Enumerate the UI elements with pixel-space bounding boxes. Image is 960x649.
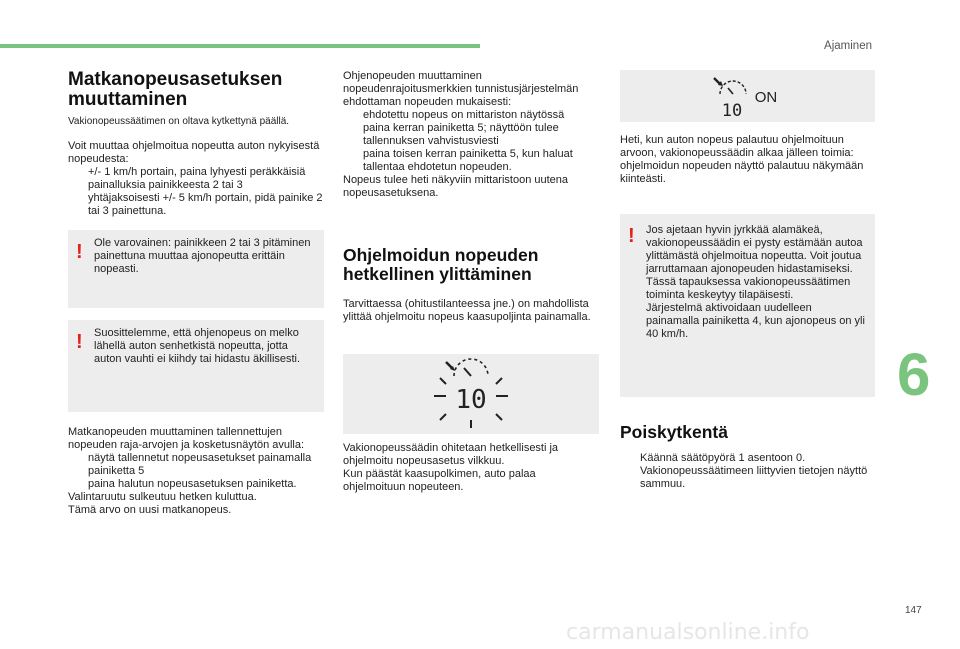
list-item: yhtäjaksoisesti +/- 5 km/h portain, pidä painike 2 tai 3 painettuna. bbox=[68, 192, 324, 218]
warning-icon: ! bbox=[76, 331, 83, 353]
warning-text: Suosittelemme, että ohjenopeus on melko lähellä auton senhetkistä nopeutta, jotta auton vauhti ei kiihdy tai hidastu äkillisesti. bbox=[94, 327, 301, 365]
speed-digits: 10 bbox=[721, 101, 742, 120]
recommend-text: Ohjenopeuden muuttaminen nopeudenrajoitusmerkkien tunnistusjärjestelmän ehdottaman nopeuden mukaisesti: bbox=[343, 70, 579, 108]
resume-text: Heti, kun auton nopeus palautuu ohjelmoituun arvoon, vakionopeussäädin alkaa jälleen toimia: ohjelmoidun nopeuden näyttö palautuu näkymään kiinteästi. bbox=[620, 134, 864, 185]
list-item: näytä tallennetut nopeusasetukset painamalla painiketta 5 bbox=[68, 452, 324, 478]
figure-speed-on bbox=[620, 70, 875, 122]
after-text: Nopeus tulee heti näkyviin mittaristoon uutena nopeusasetuksena. bbox=[343, 174, 569, 199]
warning-icon: ! bbox=[628, 225, 635, 247]
column-3 bbox=[620, 70, 875, 491]
speed-digits: 10 bbox=[455, 385, 487, 415]
speed-on-icon bbox=[708, 72, 788, 120]
bullet-icon bbox=[343, 148, 363, 174]
figure-caption: Kun päästät kaasupolkimen, auto palaa ohjelmoituun nopeuteen. bbox=[343, 468, 536, 493]
on-label: ON bbox=[754, 89, 777, 106]
intro-text: Voit muuttaa ohjelmoitua nopeutta auton nykyisestä nopeudesta: bbox=[68, 140, 320, 165]
warning-text: Jos ajetaan hyvin jyrkkää alamäkeä, vakionopeussäädin ei pysty estämään autoa ylittämästä ohjelmoitua nopeutta. Voit joutua jarruttamaan ajonopeuden hidastamiseksi. Tässä tapauksessa vakionopeussäätimen toiminta keskeytyy tilapäisesti. bbox=[646, 224, 863, 301]
warning-box bbox=[68, 320, 324, 412]
figure-caption: Vakionopeussäädin ohitetaan hetkellisesti ja ohjelmoitu nopeusasetus vilkkuu. bbox=[343, 442, 559, 467]
bullet-icon bbox=[343, 122, 363, 148]
figure-speed-blinking bbox=[343, 354, 599, 434]
bullet-icon bbox=[68, 478, 88, 491]
closing-text: Tämä arvo on uusi matkanopeus. bbox=[68, 504, 232, 516]
chapter-number: 6 bbox=[897, 341, 931, 408]
blinking-speed-icon bbox=[426, 358, 516, 430]
warning-box bbox=[620, 214, 875, 397]
section-title: Poiskytkentä bbox=[620, 422, 728, 442]
warning-box bbox=[68, 230, 324, 308]
page-number: 147 bbox=[905, 605, 922, 616]
bullet-icon bbox=[68, 166, 88, 192]
column-1 bbox=[68, 70, 324, 517]
list-item: paina halutun nopeusasetuksen painiketta. bbox=[68, 478, 324, 491]
column-2 bbox=[343, 70, 599, 494]
header-accent-bar bbox=[0, 44, 480, 48]
watermark: carmanualsonline.info bbox=[566, 620, 810, 645]
list-item: Käännä säätöpyörä 1 asentoon 0. Vakionopeussäätimeen liittyvien tietojen näyttö sammuu. bbox=[620, 452, 875, 491]
closing-text: Valintaruutu sulkeutuu hetken kuluttua. bbox=[68, 491, 257, 503]
section-title: Ohjelmoidun nopeuden hetkellinen ylittäminen bbox=[343, 245, 539, 284]
list-item: paina toisen kerran painiketta 5, kun haluat tallentaa ehdotetun nopeuden. bbox=[343, 148, 599, 174]
warning-icon: ! bbox=[76, 241, 83, 263]
section-name: Ajaminen bbox=[824, 40, 872, 52]
bullet-icon bbox=[68, 452, 88, 478]
section-title: Matkanopeusasetuksen muuttaminen bbox=[68, 69, 283, 110]
warning-text: Järjestelmä aktivoidaan uudelleen painamalla painiketta 4, kun ajonopeus on yli 40 km/h. bbox=[646, 302, 865, 340]
limits-intro: Matkanopeuden muuttaminen tallennettujen nopeuden raja-arvojen ja kosketusnäytön avulla: bbox=[68, 426, 305, 451]
list-item: +/- 1 km/h portain, paina lyhyesti peräkkäisiä painalluksia painikkeesta 2 tai 3 bbox=[68, 166, 324, 192]
warning-text: Ole varovainen: painikkeen 2 tai 3 pitäminen painettuna muuttaa ajonopeutta erittäin nopeasti. bbox=[94, 237, 311, 275]
prerequisite-note: Vakionopeussäätimen on oltava kytkettynä päällä. bbox=[68, 116, 290, 127]
bullet-icon bbox=[343, 109, 363, 122]
overtake-text: Tarvittaessa (ohitustilanteessa jne.) on mahdollista ylittää ohjelmoitu nopeus kaasupoljinta painamalla. bbox=[343, 298, 591, 323]
list-item: paina kerran painiketta 5; näyttöön tulee tallennuksen vahvistusviesti bbox=[343, 122, 599, 148]
bullet-icon bbox=[620, 452, 640, 491]
bullet-icon bbox=[68, 192, 88, 218]
list-item: ehdotettu nopeus on mittariston näytössä bbox=[343, 109, 599, 122]
